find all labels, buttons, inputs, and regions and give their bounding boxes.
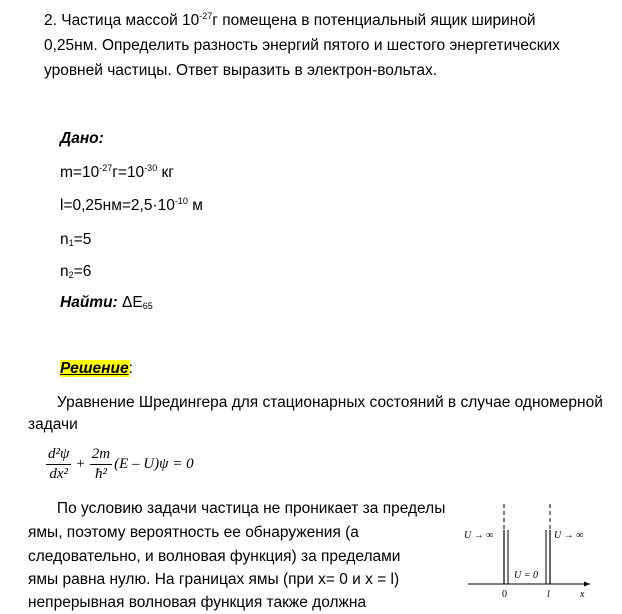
schrodinger-equation: $\frac{\text{d²ψ}}{\text{dx²}}$ + $\frac{2m}{\text{ħ²}}$ (E – U)ψ = 0	[48, 446, 194, 482]
u-zero-label: U = 0	[514, 570, 538, 581]
xl-label: l	[547, 589, 550, 600]
x0-label: 0	[502, 589, 507, 600]
given-mass: $m=10^{-27}г=10^{-30}$ кг	[60, 163, 174, 181]
problem-line-1: 2. Частица массой $10^{-27}г$ помещена в потенциальный ящик шириной	[44, 11, 536, 29]
solution-heading: Решение:	[60, 360, 133, 377]
solution-para2-line3: следовательно, и волновая функция) за пределами	[28, 548, 401, 565]
fraction-d2psi: $\frac{\text{d²ψ}}{\text{dx²}}$	[48, 446, 70, 482]
given-n2: $n_2=6$	[60, 263, 92, 280]
given-n1: $n_1=5$	[60, 231, 92, 248]
u-right-label: U → ∞	[554, 530, 584, 541]
solution-para2-line4: ямы равна нулю. На границах ямы (при x= 0 и x = l)	[28, 571, 400, 588]
x-axis-arrow	[584, 582, 590, 587]
find-label: Найти:	[60, 294, 118, 311]
solution-para1-line1: Уравнение Шредингера для стационарных состояний в случае одномерной	[56, 394, 603, 411]
x-axis-label: x	[580, 589, 585, 600]
problem-line-2: 0,25нм. Определить разность энергий пятого и шестого энергетических	[44, 37, 560, 54]
solution-para1-line2: задачи	[28, 416, 78, 433]
fraction-2m: $\frac{2m}{\text{ħ²}}$	[91, 446, 111, 482]
solution-para2-line2: ямы, поэтому вероятность ее обнаружения (а	[28, 524, 359, 541]
find-line: Найти: $\Delta E_{65}$	[60, 294, 153, 311]
potential-well-diagram	[462, 500, 602, 604]
u-left-label: U → ∞	[464, 530, 494, 541]
problem-line-3: уровней частицы. Ответ выразить в электрон-вольтах.	[44, 62, 438, 79]
solution-para2-line1: По условию задачи частица не проникает за пределы	[56, 500, 446, 517]
given-width: $l=0,25нм=2,5\cdot 10^{-10}$ м	[60, 196, 203, 214]
solution-para2-line5: непрерывная волновая функция также должна	[28, 594, 367, 611]
given-heading: Дано:	[60, 130, 104, 147]
